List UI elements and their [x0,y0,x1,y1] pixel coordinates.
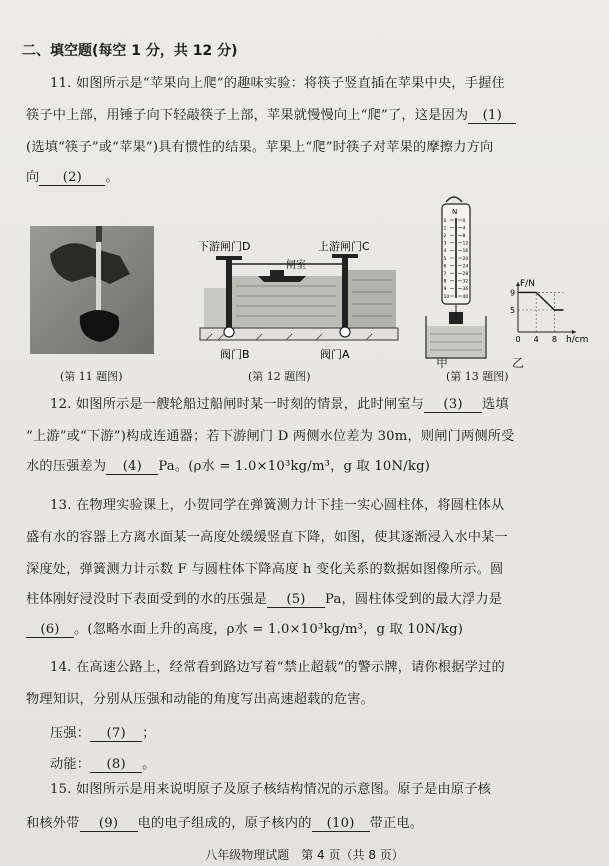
ship-icon [258,276,306,282]
q13-text-4b: Pa，圆柱体受到的最大浮力是 [324,592,503,607]
blank-1[interactable]: (1) [468,108,516,124]
section-title: 二、填空题(每空 1 分，共 12 分) [22,43,238,59]
q11-text-4a: 向 [26,170,40,185]
q12-text-1b: 选填 [482,397,509,412]
q13-text-4a: 柱体刚好浸没时下表面受到的水的压强是 [26,592,267,607]
valve-a [340,327,350,337]
gauge-tick-label-left: 7 [443,272,447,277]
q15-line-1: 15. 如图所示是用来说明原子及原子核结构情况的示意图。原子是由原子核 [50,782,491,797]
label-down-gate-d: 下游闸门D [198,240,251,253]
chart-ylabel: F/N [520,279,535,289]
q14-energy-line [50,753,156,773]
q11-line-1: 11. 如图所示是“苹果向上爬”的趣味实验：将筷子竖直插在苹果中央，手握住 [50,76,505,91]
q13-line-1: 13. 在物理实验课上，小贺同学在弹簧测力计下挂一实心圆柱体，将圆柱体从 [50,498,505,513]
q13-text-5b: 。(忽略水面上升的高度，ρ水 = 1.0×10³kg/m³，g 取 10N/kg) [74,622,464,637]
blank-2[interactable]: (2) [39,170,105,186]
gauge-tick-label-right: 16 [462,249,469,255]
q14-line-2: 物理知识，分别从压强和动能的角度写出高速超载的危害。 [26,692,375,707]
q12-line-1 [50,393,509,413]
gauge-tick-label-right: 32 [462,279,469,285]
q12-text-3b: Pa。(ρ水 = 1.0×10³kg/m³，g 取 10N/kg) [158,459,431,474]
x-tick-label: 0 [515,335,521,344]
gauge-tick-label-left: 1 [443,226,447,232]
x-tick-label: 4 [533,335,539,344]
gauge-tick-label-left: 5 [443,256,447,262]
energy-label: 动能： [50,757,91,772]
chart-xlabel: h/cm [566,335,589,345]
gauge-tick-label-right: 4 [462,226,466,232]
label-valve-b: 阀门B [220,348,250,361]
q13-line-3: 深度处，弹簧测力计示数 F 与圆柱体下降高度 h 变化关系的数据如图像所示。圆 [26,562,504,577]
gauge-tick-label-right: 24 [462,264,469,270]
gauge-tick-label-left: 6 [443,264,447,270]
gauge-tick-label-right: 20 [462,256,469,262]
gauge-tick-label-right: 28 [462,272,469,277]
gauge-tick-label-left: 0 [443,218,447,224]
energy-end: 。 [142,757,156,772]
gauge-tick-label-left: 8 [443,279,447,285]
pressure-label: 压强： [50,726,91,741]
label-lock-chamber: 闸室 [286,260,306,271]
q15-text-2b: 电的电子组成的，原子核内的 [137,816,312,831]
fig11-caption: (第 11 题图) [60,370,123,383]
q13-line-5 [26,618,463,638]
gauge-tick-label-left: 10 [443,294,450,300]
label-up-gate-c: 上游闸门C [318,240,370,253]
q11-line-3: (选填“筷子”或“苹果”)具有惯性的结果。苹果上“爬”时筷子对苹果的摩擦力方向 [26,140,494,155]
q12-text-3a: 水的压强差为 [26,459,107,474]
gate-d [226,258,232,332]
q12-text-1a: 12. 如图所示是一艘轮船过船闸时某一时刻的情景，此时闸室与 [50,397,425,412]
q15-text-2c: 带正电。 [369,816,424,831]
gate-c [342,256,348,332]
q13-line-2: 盛有水的容器上方离水面某一高度处缓缓竖直下降，如图，使其逐渐浸入水中某一 [26,530,508,545]
gauge-tick-label-right: 8 [462,234,466,239]
blank-5[interactable]: (5) [267,592,325,608]
q13-line-4 [26,588,502,608]
gauge-tick-label-right: 40 [462,294,469,300]
label-jia: 甲 [436,356,449,370]
fig12-ship-lock [196,236,402,362]
q11-text-2a: 筷子中上部，用锤子向下轻敲筷子上部，苹果就慢慢向上“爬”了，这是因为 [26,108,469,123]
y-tick-label: 5 [510,306,516,315]
blank-7[interactable]: (7) [90,726,142,742]
gauge-tick-label-right: 36 [462,287,469,293]
q11-line-2 [26,104,516,124]
q11-text-4b: 。 [105,170,119,185]
label-yi: 乙 [512,356,525,370]
blank-3[interactable]: (3) [424,397,482,413]
fig11-photo [30,226,154,354]
label-valve-a: 阀门A [320,348,350,361]
x-tick-label: 8 [551,335,557,344]
data-line [518,292,563,310]
blank-8[interactable]: (8) [90,757,142,773]
gauge-tick-label-left: 9 [443,287,447,293]
fig13-spring-scale [416,192,496,362]
q11-line-4 [26,166,119,186]
x-arrow [572,330,576,334]
valve-b [224,327,234,337]
blank-10[interactable]: (10) [312,816,370,832]
q15-text-2a: 和核外带 [26,816,80,831]
gauge-tick-label-left: 4 [443,249,447,255]
gauge-tick-label-left: 3 [443,241,447,247]
page-footer: 八年级物理试题 第 4 页（共 8 页） [205,848,404,862]
q12-line-2: “上游”或“下游”)构成连通器；若下游闸门 D 两侧水位差为 30m，则闸门两侧所受 [26,429,515,444]
q14-pressure-line [50,722,156,742]
y-tick-label: 9 [510,288,516,298]
blank-6[interactable]: (6) [26,622,74,638]
blank-4[interactable]: (4) [106,459,158,475]
q12-line-3 [26,455,430,475]
blank-9[interactable]: (9) [80,816,138,832]
gauge-tick-label-right: 0 [462,218,466,224]
pressure-end: ； [142,726,156,741]
gauge-tick-label-left: 2 [443,234,447,239]
fig13-caption: (第 13 题图) [446,370,509,383]
fig13-chart [498,276,594,352]
q14-line-1: 14. 在高速公路上，经常看到路边写着“禁止超载”的警示牌，请你根据学过的 [50,660,505,675]
fig12-caption: (第 12 题图) [248,370,311,383]
gauge-unit: N [452,208,458,216]
q15-line-2 [26,812,423,832]
cylinder [449,312,463,324]
gauge-tick-label-right: 12 [462,241,469,247]
